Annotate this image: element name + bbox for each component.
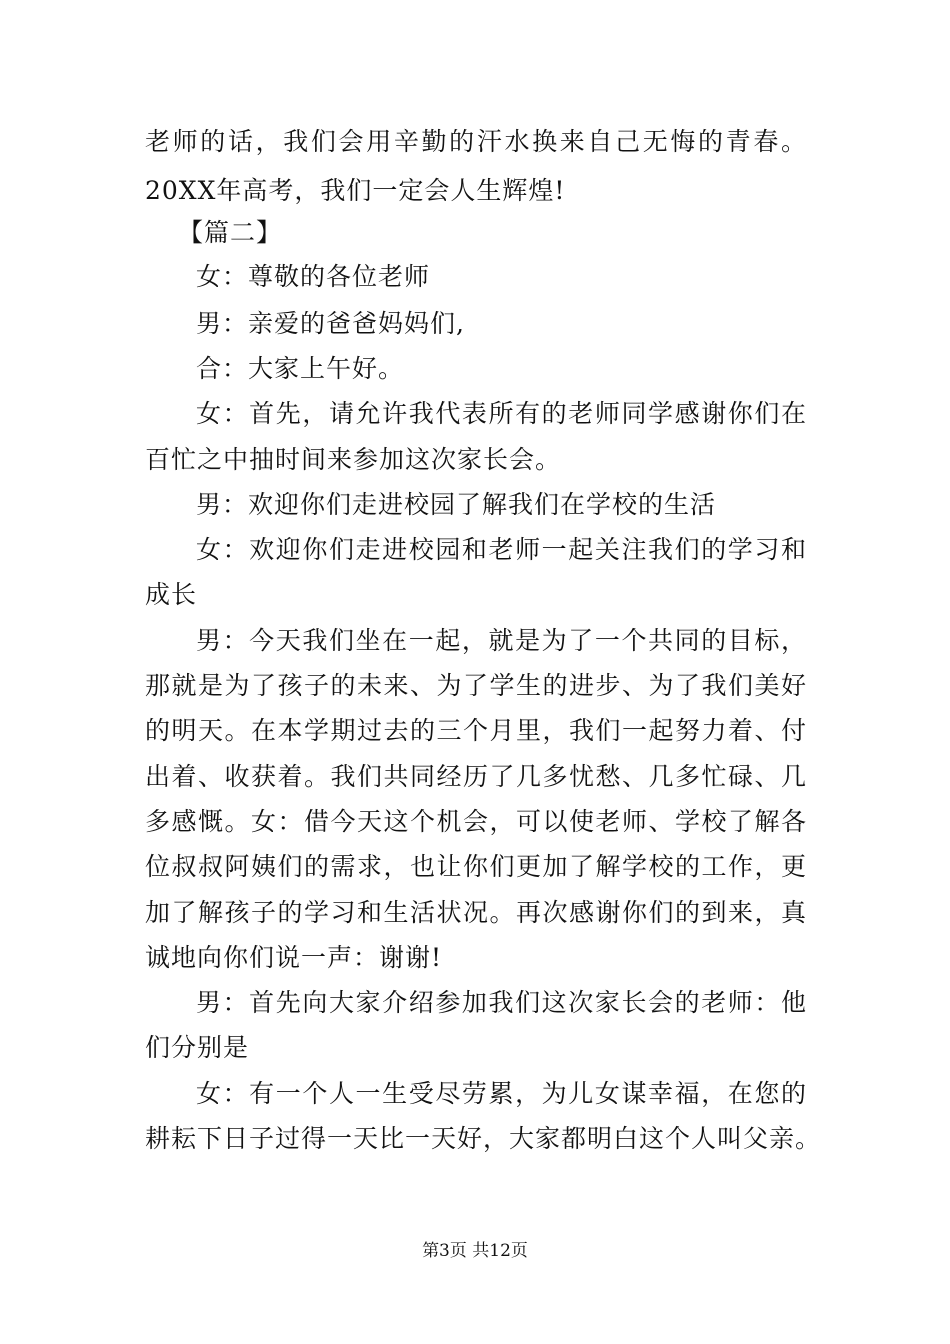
section-heading: 【篇二】 — [178, 218, 283, 247]
text-line: 多感慨。女：借今天这个机会，可以使老师、学校了解各 — [145, 807, 807, 836]
text-line: 女：尊敬的各位老师 — [196, 262, 431, 291]
text-line: 出着、收获着。我们共同经历了几多忧愁、几多忙碌、几 — [145, 762, 807, 791]
text-line: 20XX年高考，我们一定会人生辉煌! — [145, 176, 566, 205]
text-line: 男：欢迎你们走进校园了解我们在学校的生活 — [196, 490, 717, 519]
text-line: 耕耘下日子过得一天比一天好，大家都明白这个人叫父亲。 — [145, 1124, 822, 1153]
text-line: 们分别是 — [145, 1033, 250, 1062]
text-line: 老师的话，我们会用辛勤的汗水换来自己无悔的青春。 — [145, 127, 807, 156]
page-number-footer: 第3页 共12页 — [422, 1241, 528, 1261]
text-line: 男：亲爱的爸爸妈妈们, — [196, 309, 465, 338]
text-line: 加了解孩子的学习和生活状况。再次感谢你们的到来，真 — [145, 898, 807, 927]
text-line: 男：首先向大家介绍参加我们这次家长会的老师：他 — [196, 988, 807, 1017]
text-line: 女：有一个人一生受尽劳累，为儿女谋幸福，在您的 — [196, 1079, 807, 1108]
text-line: 百忙之中抽时间来参加这次家长会。 — [145, 445, 562, 474]
text-line: 的明天。在本学期过去的三个月里，我们一起努力着、付 — [145, 716, 807, 745]
text-line: 女：首先，请允许我代表所有的老师同学感谢你们在 — [196, 399, 807, 428]
text-line: 合：大家上午好。 — [196, 354, 405, 383]
text-line: 男：今天我们坐在一起，就是为了一个共同的目标， — [196, 626, 807, 655]
text-line: 诚地向你们说一声：谢谢! — [145, 943, 443, 972]
text-line: 女：欢迎你们走进校园和老师一起关注我们的学习和 — [196, 535, 807, 564]
text-line: 位叔叔阿姨们的需求，也让你们更加了解学校的工作，更 — [145, 852, 807, 881]
text-line: 那就是为了孩子的未来、为了学生的进步、为了我们美好 — [145, 671, 807, 700]
text-line: 成长 — [145, 580, 198, 609]
